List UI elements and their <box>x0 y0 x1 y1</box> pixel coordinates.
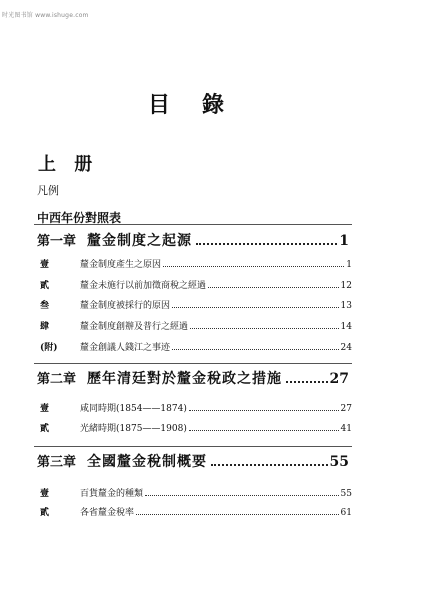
preface-item-year-table: 中西年份對照表 <box>37 211 122 225</box>
divider <box>34 363 352 364</box>
chapter-title: 釐金制度之起源 <box>87 233 192 249</box>
leader-dots <box>196 243 337 245</box>
chapter-page: 27 <box>329 371 349 387</box>
divider <box>34 224 352 225</box>
toc-section <box>40 257 352 270</box>
section-number: 貳 <box>40 281 50 291</box>
section-page: 12 <box>340 281 352 291</box>
section-page: 55 <box>340 489 352 499</box>
leader-dots <box>172 349 339 350</box>
chapter-number: 第二章 <box>37 372 77 387</box>
leader-dots <box>136 514 339 515</box>
leader-dots <box>286 381 328 383</box>
section-page: 61 <box>340 508 352 518</box>
section-title: 釐金未施行以前加徵商稅之經過 <box>80 281 207 291</box>
toc-chapter <box>37 368 349 388</box>
section-number: 叁 <box>40 301 50 311</box>
section-number: 壹 <box>40 489 50 499</box>
section-title: 釐金制度產生之原因 <box>80 260 162 270</box>
toc-section <box>40 421 352 434</box>
section-number: 肆 <box>40 322 50 332</box>
section-title: 各省釐金稅率 <box>80 508 135 518</box>
chapter-number: 第一章 <box>37 234 77 249</box>
toc-chapter <box>37 451 349 471</box>
toc-section <box>40 278 352 291</box>
section-page: 27 <box>340 404 352 414</box>
section-title: 釐金創議人錢江之事迹 <box>80 343 171 353</box>
leader-dots <box>208 287 339 288</box>
toc-section <box>40 401 352 414</box>
chapter-page: 55 <box>329 454 349 470</box>
toc-section <box>40 486 352 499</box>
section-title: 釐金制度創辦及普行之經過 <box>80 322 189 332</box>
section-number: 壹 <box>40 404 50 414</box>
toc-section <box>40 319 352 332</box>
section-page: 14 <box>340 322 352 332</box>
chapter-number: 第三章 <box>37 455 77 470</box>
leader-dots <box>190 328 339 329</box>
leader-dots <box>163 266 344 267</box>
section-number: 貳 <box>40 424 50 434</box>
toc-chapter <box>37 230 349 250</box>
leader-dots <box>189 410 339 411</box>
section-page: 1 <box>346 260 352 270</box>
volume-label: 上 册 <box>38 154 99 175</box>
divider <box>34 446 352 447</box>
chapter-title: 歷年清廷對於釐金稅政之措施 <box>87 371 282 387</box>
toc-section <box>40 340 352 353</box>
leader-dots <box>211 464 328 466</box>
section-page: 13 <box>340 301 352 311</box>
chapter-title: 全國釐金稅制概要 <box>87 454 207 470</box>
chapter-page: 1 <box>339 233 349 249</box>
section-title: 咸同時期(1854——1874) <box>80 404 187 414</box>
section-page: 41 <box>340 424 352 434</box>
page-title: 目錄 <box>148 92 257 118</box>
section-title: 百貨釐金的種類 <box>80 489 144 499</box>
leader-dots <box>189 430 339 431</box>
watermark: 时光图书馆 www.ishuge.com <box>2 12 89 19</box>
section-number: 貳 <box>40 508 50 518</box>
section-number: (附) <box>40 343 58 353</box>
section-title: 光緒時期(1875——1908) <box>80 424 187 434</box>
toc-section <box>40 298 352 311</box>
section-title: 釐金制度被採行的原因 <box>80 301 171 311</box>
toc-section <box>40 505 352 518</box>
section-page: 24 <box>340 343 352 353</box>
leader-dots <box>145 495 339 496</box>
leader-dots <box>172 307 339 308</box>
preface-item-fanli: 凡例 <box>37 184 59 197</box>
section-number: 壹 <box>40 260 50 270</box>
